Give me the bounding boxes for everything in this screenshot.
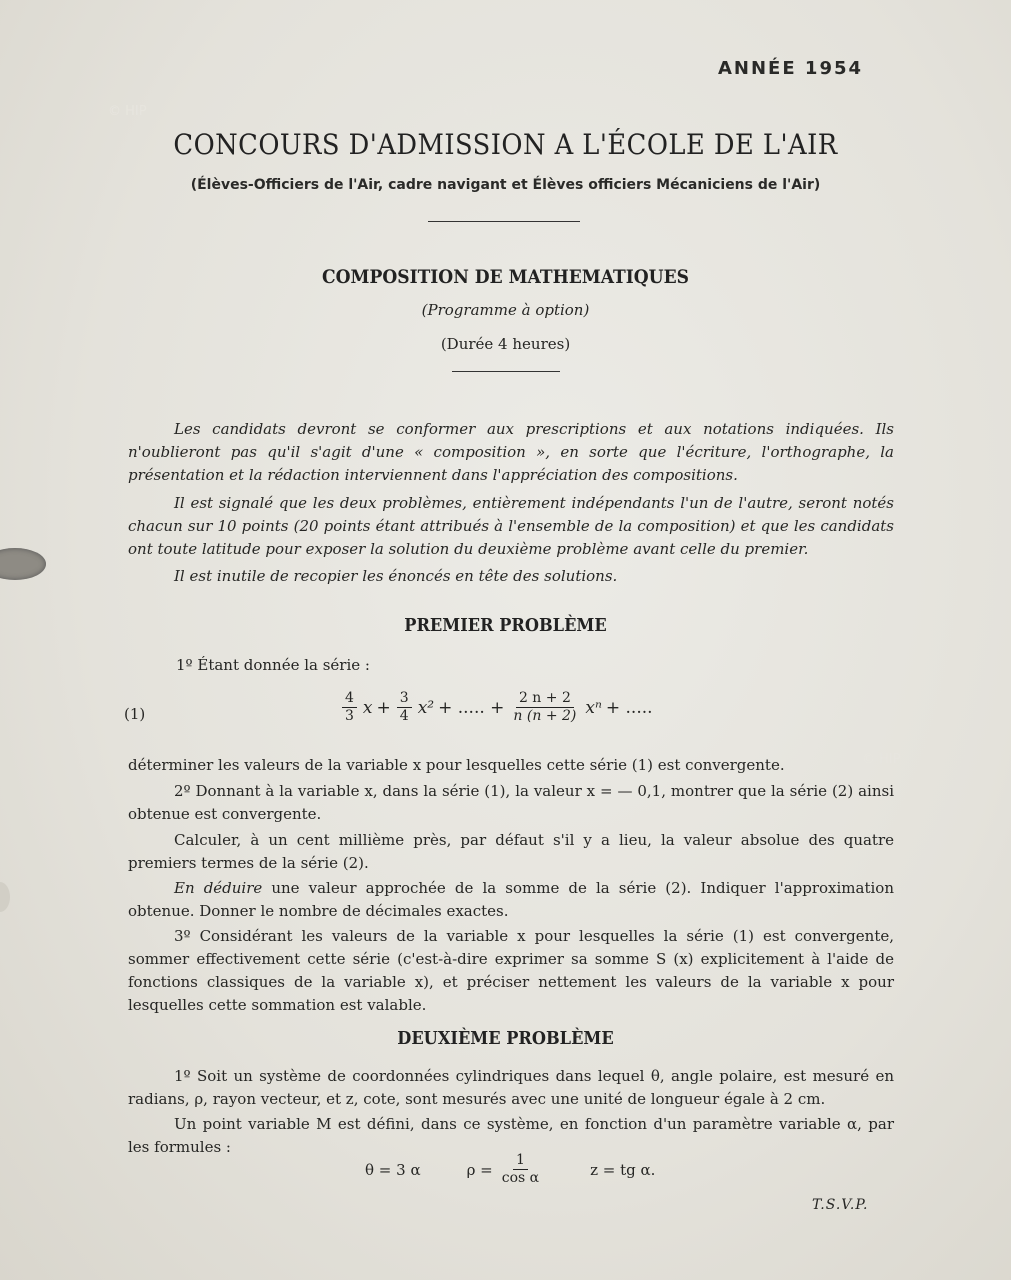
fraction: $\frac{2 n + 2}{n (n + 2)}$ xyxy=(513,690,577,724)
instruction-paragraph: Il est inutile de recopier les énoncés en tête des solutions. xyxy=(174,567,618,585)
punch-hole-partial xyxy=(0,882,10,912)
divider xyxy=(428,221,580,222)
fraction: $\frac{4}{3}$ xyxy=(342,690,357,725)
instruction-paragraph: Les candidats devront se conformer aux prescriptions et aux notations indiquées. Ils n'oublieront pas qu'il s'agit d'une « composition », en sorte que l'écriture, l'orthographe, la présentation et la rédaction interviennent dans l'appréciation des compositions. xyxy=(128,420,894,484)
problem-1-q3: 3º Considérant les valeurs de la variable x pour lesquelles la série (1) est convergente, sommer effectivement cette série (c'est-à-dire exprimer sa somme S (x) explicitement à l'aide de fonctions classiques de la variable x), et préciser nettement les valeurs de la variable x pour lesquelles cette sommation est valable. xyxy=(128,927,894,1014)
series-formula: $\frac{4}{3}$ x + $\frac{3}{4}$ x² + ..... + $\frac{2 n + 2}{n (n + 2)}$ xⁿ + ..... xyxy=(340,690,653,725)
formulas: θ = 3 α ρ = $\frac{1}{\text{cos α}}$ z = tg α. xyxy=(365,1152,656,1186)
watermark: © HIP xyxy=(862,752,901,767)
divider xyxy=(452,371,560,372)
year-label: ANNÉE 1954 xyxy=(718,58,864,79)
tsvp-label: T.S.V.P. xyxy=(812,1197,869,1213)
fraction: $\frac{3}{4}$ xyxy=(397,690,412,725)
problem-1-q2-calc: Calculer, à un cent millième près, par défaut s'il y a lieu, la valeur absolue des quatre premiers termes de la série (2). xyxy=(128,831,894,872)
watermark: © HIP xyxy=(462,104,501,119)
problem-2-title: DEUXIÈME PROBLÈME xyxy=(397,1028,614,1049)
equation-label: (1) xyxy=(124,705,146,723)
problem-1-q2-deduce: En déduire une valeur approchée de la somme de la série (2). Indiquer l'approximation obtenue. Donner le nombre de décimales exactes. xyxy=(128,879,894,920)
problem-2-q1: 1º Soit un système de coordonnées cylindriques dans lequel θ, angle polaire, est mesuré en radians, ρ, rayon vecteur, et z, cote, sont mesurés avec une unité de longueur égale à 2 cm. xyxy=(128,1067,894,1108)
problem-1-q2: 2º Donnant à la variable x, dans la série (1), la valeur x = — 0,1, montrer que la série (2) ainsi obtenue est convergente. xyxy=(128,782,894,823)
problem-1-intro: 1º Étant donnée la série : xyxy=(176,656,370,674)
problem-1-title: PREMIER PROBLÈME xyxy=(404,615,607,636)
instruction-paragraph: Il est signalé que les deux problèmes, entièrement indépendants l'un de l'autre, seront notés chacun sur 10 points (20 points étant attribués à l'ensemble de la composition) et que les candidats ont toute latitude pour exposer la solution du deuxième problème avant celle du premier. xyxy=(128,494,894,558)
fraction: $\frac{1}{\text{cos α}}$ xyxy=(501,1152,540,1186)
duration-label: (Durée 4 heures) xyxy=(440,335,571,353)
problem-1-q1-end: déterminer les valeurs de la variable x pour lesquelles cette série (1) est convergente. xyxy=(128,756,785,774)
exam-subtitle: (Élèves-Officiers de l'Air, cadre navigant et Élèves officiers Mécaniciens de l'Air) xyxy=(190,177,821,193)
exam-title: CONCOURS D'ADMISSION A L'ÉCOLE DE L'AIR xyxy=(173,128,838,161)
watermark: © HIP xyxy=(108,104,147,119)
programme-label: (Programme à option) xyxy=(421,301,590,319)
problem-2-q1-formulas-intro: Un point variable M est défini, dans ce système, en fonction d'un paramètre variable α, par les formules : xyxy=(128,1115,894,1156)
punch-hole xyxy=(0,548,46,580)
composition-title: COMPOSITION DE MATHEMATIQUES xyxy=(322,266,689,288)
